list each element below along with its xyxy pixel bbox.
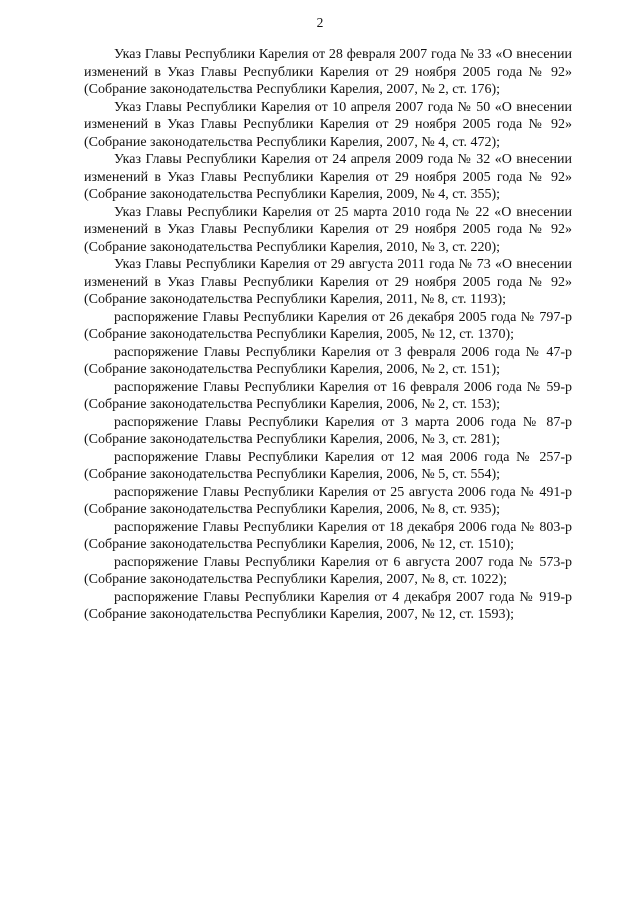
document-body — [84, 46, 572, 624]
order-paragraph: распоряжение Главы Республики Карелия от 25 августа 2006 года № 491-р (Собрание законодательства Республики Карелия, 2006, № 8, ст. 935); — [84, 484, 572, 517]
decree-paragraph: Указ Главы Республики Карелия от 28 февраля 2007 года № 33 «О внесении изменений в Указ Главы Республики Карелия от 29 ноября 2005 года № 92» (Собрание законодательства Республики Карелия, 2007, № 2, ст. 176); — [84, 47, 572, 97]
decree-paragraph: Указ Главы Республики Карелия от 24 апреля 2009 года № 32 «О внесении изменений в Указ Главы Республики Карелия от 29 ноября 2005 года № 92» (Собрание законодательства Республики Карелия, 2009, № 4, ст. 355); — [84, 152, 572, 202]
order-paragraph: распоряжение Главы Республики Карелия от 16 февраля 2006 года № 59-р (Собрание законодательства Республики Карелия, 2006, № 2, ст. 153); — [84, 379, 572, 412]
order-paragraph: распоряжение Главы Республики Карелия от 18 декабря 2006 года № 803-р (Собрание законодательства Республики Карелия, 2006, № 12, ст. 1510); — [84, 519, 572, 552]
decree-paragraph: Указ Главы Республики Карелия от 29 августа 2011 года № 73 «О внесении изменений в Указ Главы Республики Карелия от 29 ноября 2005 года № 92» (Собрание законодательства Республики Карелия, 2011, № 8, ст. 1193); — [84, 257, 572, 307]
order-paragraph: распоряжение Главы Республики Карелия от 4 декабря 2007 года № 919-р (Собрание законодательства Республики Карелия, 2007, № 12, ст. 1593); — [84, 589, 572, 622]
order-paragraph: распоряжение Главы Республики Карелия от 3 февраля 2006 года № 47-р (Собрание законодательства Республики Карелия, 2006, № 2, ст. 151); — [84, 344, 572, 377]
decree-paragraph: Указ Главы Республики Карелия от 25 марта 2010 года № 22 «О внесении изменений в Указ Главы Республики Карелия от 29 ноября 2005 года № 92» (Собрание законодательства Республики Карелия, 2010, № 3, ст. 220); — [84, 204, 572, 255]
decree-paragraph: Указ Главы Республики Карелия от 10 апреля 2007 года № 50 «О внесении изменений в Указ Главы Республики Карелия от 29 ноября 2005 года № 92» (Собрание законодательства Республики Карелия, 2007, № 4, ст. 472); — [84, 99, 572, 150]
order-paragraph: распоряжение Главы Республики Карелия от 6 августа 2007 года № 573-р (Собрание законодательства Республики Карелия, 2007, № 8, ст. 1022); — [84, 554, 572, 587]
page-number: 2 — [316, 15, 324, 30]
order-paragraph: распоряжение Главы Республики Карелия от 3 марта 2006 года № 87-р (Собрание законодательства Республики Карелия, 2006, № 3, ст. 281); — [84, 414, 572, 447]
order-paragraph: распоряжение Главы Республики Карелия от 12 мая 2006 года № 257-р (Собрание законодательства Республики Карелия, 2006, № 5, ст. 554); — [84, 449, 572, 482]
order-paragraph: распоряжение Главы Республики Карелия от 26 декабря 2005 года № 797-р (Собрание законодательства Республики Карелия, 2005, № 12, ст. 1370); — [84, 309, 572, 342]
